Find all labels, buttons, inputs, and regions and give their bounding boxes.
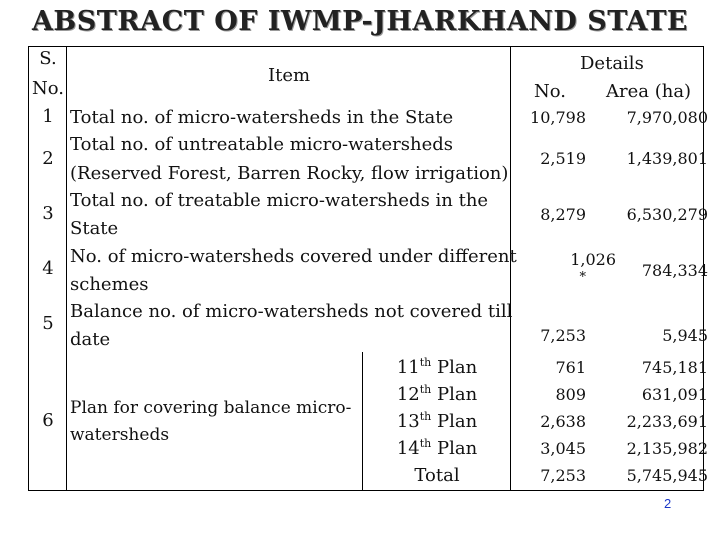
- plan-11-num: 11: [396, 357, 420, 378]
- row-4-no: 1,026: [570, 250, 616, 269]
- header-item: Item: [268, 65, 311, 86]
- header-no: No.: [534, 81, 566, 102]
- plan-14-no: 3,045: [540, 439, 586, 458]
- row-5-sno: 5: [42, 313, 54, 334]
- plan-13-area: 2,233,691: [626, 412, 708, 431]
- plan-11-suffix: th: [419, 356, 432, 369]
- row-2-item-line2: (Reserved Forest, Barren Rocky, flow irrigation): [70, 163, 509, 184]
- row-6-sno: 6: [42, 410, 54, 431]
- row-6-item-line1: Plan for covering balance micro-: [70, 398, 352, 418]
- plan-11-label: [362, 356, 512, 378]
- plan-total-label: Total: [414, 465, 460, 486]
- plan-12-label: [362, 383, 512, 405]
- row-2-area: 1,439,801: [626, 149, 708, 168]
- row-1-area: 7,970,080: [626, 108, 708, 127]
- plan-total-no: 7,253: [540, 466, 586, 485]
- row-4-item-line1: No. of micro-watersheds covered under different: [70, 246, 517, 267]
- plan-13-label: [362, 410, 512, 432]
- row-2-item-line1: Total no. of untreatable micro-watersheds: [70, 134, 453, 155]
- row-2-no: 2,519: [540, 149, 586, 168]
- table-border-bottom: [28, 490, 704, 491]
- header-details: Details: [580, 53, 644, 74]
- plan-12-text: Plan: [436, 384, 478, 405]
- row-1-item: Total no. of micro-watersheds in the State: [70, 107, 454, 128]
- row-4-item-line2: schemes: [70, 274, 149, 295]
- plan-13-no: 2,638: [540, 412, 586, 431]
- plan-12-num: 12: [396, 384, 420, 405]
- page-number: 2: [664, 496, 672, 511]
- row-5-item-line2: date: [70, 329, 111, 350]
- plan-14-text: Plan: [436, 438, 478, 459]
- row-1-sno: 1: [42, 106, 54, 127]
- row-3-no: 8,279: [540, 205, 586, 224]
- plan-12-area: 631,091: [641, 385, 708, 404]
- header-sno-line2: No.: [32, 78, 64, 99]
- plan-14-num: 14: [396, 438, 420, 459]
- plan-11-no: 761: [555, 358, 586, 377]
- row-1-no: 10,798: [530, 108, 586, 127]
- page-title: ABSTRACT OF IWMP-JHARKHAND STATE: [31, 6, 689, 37]
- row-4-sno: 4: [42, 258, 54, 279]
- row-3-item-line1: Total no. of treatable micro-watersheds in the: [70, 190, 489, 211]
- plan-12-no: 809: [555, 385, 586, 404]
- header-area: Area (ha): [606, 81, 692, 102]
- row-5-area: 5,945: [662, 326, 708, 345]
- plan-12-suffix: th: [419, 383, 432, 396]
- plan-13-num: 13: [396, 411, 420, 432]
- plan-11-area: 745,181: [641, 358, 708, 377]
- plan-11-text: Plan: [436, 357, 478, 378]
- plan-14-label: [362, 437, 512, 459]
- row-3-sno: 3: [42, 203, 54, 224]
- table-border-top: [28, 46, 704, 47]
- row-6-item-line2: watersheds: [70, 425, 170, 445]
- plan-13-suffix: th: [419, 410, 432, 423]
- header-sno-line1: S.: [39, 48, 57, 69]
- row-5-no: 7,253: [540, 326, 586, 345]
- row-4-area: 784,334: [641, 261, 708, 280]
- plan-14-suffix: th: [419, 437, 432, 450]
- row-3-item-line2: State: [70, 218, 119, 239]
- plan-13-text: Plan: [436, 411, 478, 432]
- plan-14-area: 2,135,982: [626, 439, 708, 458]
- row-4-no-footnote: *: [579, 270, 586, 285]
- plan-total-area: 5,745,945: [626, 466, 708, 485]
- row-3-area: 6,530,279: [626, 205, 708, 224]
- row-2-sno: 2: [42, 148, 54, 169]
- row-5-item-line1: Balance no. of micro-watersheds not covered till: [70, 301, 513, 322]
